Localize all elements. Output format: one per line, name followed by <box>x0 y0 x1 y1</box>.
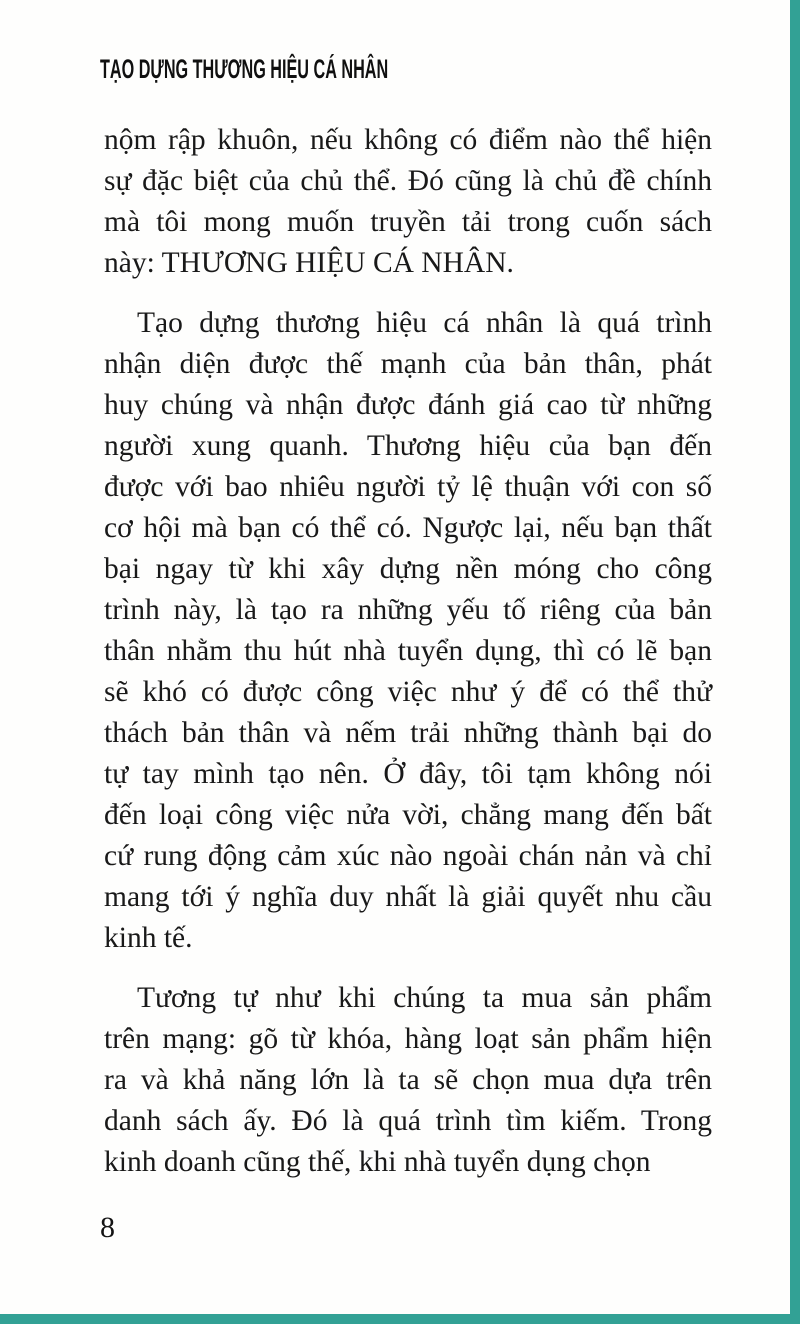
text-line: cứ rung động cảm xúc nào ngoài chán nản và chỉ <box>104 840 712 872</box>
text-line: huy chúng và nhận được đánh giá cao từ những <box>104 389 712 421</box>
text-line: kinh tế. <box>104 922 193 954</box>
text-line: bại ngay từ khi xây dựng nền móng cho công <box>104 553 712 585</box>
paragraph <box>104 978 712 1183</box>
text-line: sự đặc biệt của chủ thể. Đó cũng là chủ đề chính <box>104 165 712 197</box>
text-line: nhận diện được thế mạnh của bản thân, phát <box>104 348 712 380</box>
text-line: ra và khả năng lớn là ta sẽ chọn mua dựa trên <box>104 1064 712 1096</box>
text-line: mà tôi mong muốn truyền tải trong cuốn sách <box>104 206 712 238</box>
right-edge <box>790 0 800 1324</box>
text-line: Tương tự như khi chúng ta mua sản phẩm <box>137 982 712 1014</box>
text-line: danh sách ấy. Đó là quá trình tìm kiếm. Trong <box>104 1105 712 1137</box>
paragraph <box>104 120 712 284</box>
text-line: Tạo dựng thương hiệu cá nhân là quá trình <box>137 307 712 339</box>
paragraph <box>104 303 712 959</box>
text-line: thách bản thân và nếm trải những thành bại do <box>104 717 712 749</box>
text-line: cơ hội mà bạn có thể có. Ngược lại, nếu bạn thất <box>104 512 712 544</box>
text-line: được với bao nhiêu người tỷ lệ thuận với con số <box>104 471 712 503</box>
text-line: trình này, là tạo ra những yếu tố riêng của bản <box>104 594 712 626</box>
running-header: TẠO DỰNG THƯƠNG HIỆU CÁ NHÂN <box>100 54 389 84</box>
text-line: nộm rập khuôn, nếu không có điểm nào thể hiện <box>104 124 712 156</box>
page-number: 8 <box>100 1211 115 1244</box>
text-line: sẽ khó có được công việc như ý để có thể thử <box>104 676 712 708</box>
bottom-edge <box>0 1314 800 1324</box>
text-line: thân nhằm thu hút nhà tuyển dụng, thì có lẽ bạn <box>104 635 712 667</box>
text-line: tự tay mình tạo nên. Ở đây, tôi tạm không nói <box>104 758 712 790</box>
text-line: đến loại công việc nửa vời, chẳng mang đến bất <box>104 799 712 831</box>
text-line: này: THƯƠNG HIỆU CÁ NHÂN. <box>104 247 514 279</box>
body-text <box>104 120 712 1183</box>
text-line: trên mạng: gõ từ khóa, hàng loạt sản phẩm hiện <box>104 1023 712 1055</box>
text-line: kinh doanh cũng thế, khi nhà tuyển dụng chọn <box>104 1146 651 1178</box>
text-line: người xung quanh. Thương hiệu của bạn đến <box>104 430 712 462</box>
text-line: mang tới ý nghĩa duy nhất là giải quyết nhu cầu <box>104 881 712 913</box>
